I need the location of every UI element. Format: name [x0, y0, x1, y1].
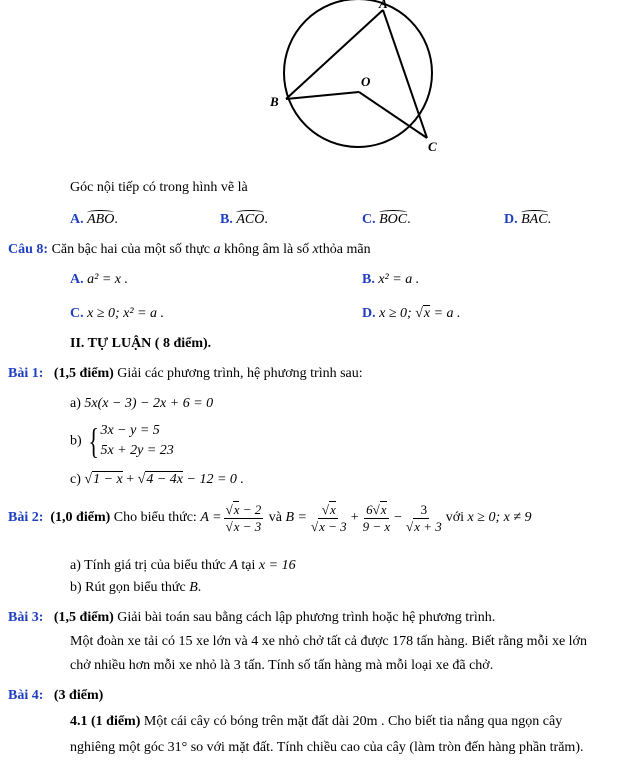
section-2-heading: II. TỰ LUẬN ( 8 điểm). — [70, 336, 212, 351]
q7-stem: Góc nội tiếp có trong hình vẽ là — [70, 180, 248, 195]
bai4-heading: Bài 4: (3 điểm) — [8, 688, 104, 703]
q7-option-d[interactable]: D. BAC. — [504, 212, 552, 227]
fraction-b2: $\frac{6√x}{9 - x}$ — [362, 502, 391, 534]
bai3-line-1: Một đoàn xe tải có 15 xe lớn và 4 xe nhỏ chở tất cả được 178 tấn hàng. Biết rằng mỗi xe lớn — [70, 634, 587, 649]
q7-option-a[interactable]: A. ABO. — [70, 212, 118, 227]
bai2-part-a: a) Tính giá trị của biểu thức A tại x = 16 — [70, 558, 296, 573]
label-a: A — [379, 0, 388, 11]
bai3-heading: Bài 3: (1,5 điểm) Giải bài toán sau bằng cách lập phương trình hoặc hệ phương trình. — [8, 610, 496, 625]
segment-bo — [286, 92, 359, 99]
circle-outline — [284, 0, 432, 147]
q8-option-b[interactable]: B. x² = a . — [362, 272, 420, 287]
q7-option-b[interactable]: B. ACO. — [220, 212, 268, 227]
bai1-part-b: b) { 3x − y = 5 5x + 2y = 23 — [70, 421, 174, 462]
circle-figure — [270, 0, 450, 160]
bai1-part-a: a) 5x(x − 3) − 2x + 6 = 0 — [70, 396, 214, 411]
q7-option-c[interactable]: C. BOC. — [362, 212, 411, 227]
chord-ac — [383, 10, 427, 138]
label-c: C — [428, 139, 437, 154]
q8-stem: Câu 8: Căn bậc hai của một số thực a không âm là số xthỏa mãn — [8, 242, 371, 257]
label-o: O — [361, 74, 371, 89]
label-b: B — [270, 94, 279, 109]
q8-option-c[interactable]: C. x ≥ 0; x² = a . — [70, 306, 165, 321]
bai3-line-2: chở nhiều hơn mỗi xe nhỏ là 3 tấn. Tính số tấn hàng mà mỗi loại xe đã chở. — [70, 658, 494, 673]
fraction-a: $\frac{√x - 2}{√x - 3}$ — [225, 502, 262, 534]
bai1-heading: Bài 1: (1,5 điểm) Giải các phương trình, hệ phương trình sau: — [8, 366, 363, 381]
bai1-part-c: c) √1 − x + √4 − 4x − 12 = 0 . — [70, 472, 244, 487]
bai2-heading: Bài 2: (1,0 điểm) Cho biểu thức: A = $\frac{√x - 2}{√x - 3}$ và B = $\frac{√x}{√x - 3}$ + $\frac{6√x}{9 - x}$ − $\frac{3}{√x + 3}$ với x ≥ 0; x ≠ 9 — [8, 502, 532, 534]
q8-option-a[interactable]: A. a² = x . — [70, 272, 128, 287]
bai4-line-1: 4.1 (1 điểm) Một cái cây có bóng trên mặt đất dài 20m . Cho biết tia nắng qua ngọn cây — [70, 714, 563, 729]
bai4-line-2: nghiêng một góc 31° so với mặt đất. Tính chiều cao của cây (làm tròn đến hàng phần trăm). — [70, 740, 584, 755]
equation-system: { 3x − y = 5 5x + 2y = 23 — [88, 421, 174, 462]
fraction-b3: $\frac{3}{√x + 3}$ — [406, 502, 442, 534]
segment-oc — [359, 92, 427, 138]
bai2-part-b: b) Rút gọn biểu thức B. — [70, 580, 202, 595]
q8-option-d[interactable]: D. x ≥ 0; √x = a . — [362, 306, 461, 321]
fraction-b1: $\frac{√x}{√x - 3}$ — [310, 502, 347, 534]
